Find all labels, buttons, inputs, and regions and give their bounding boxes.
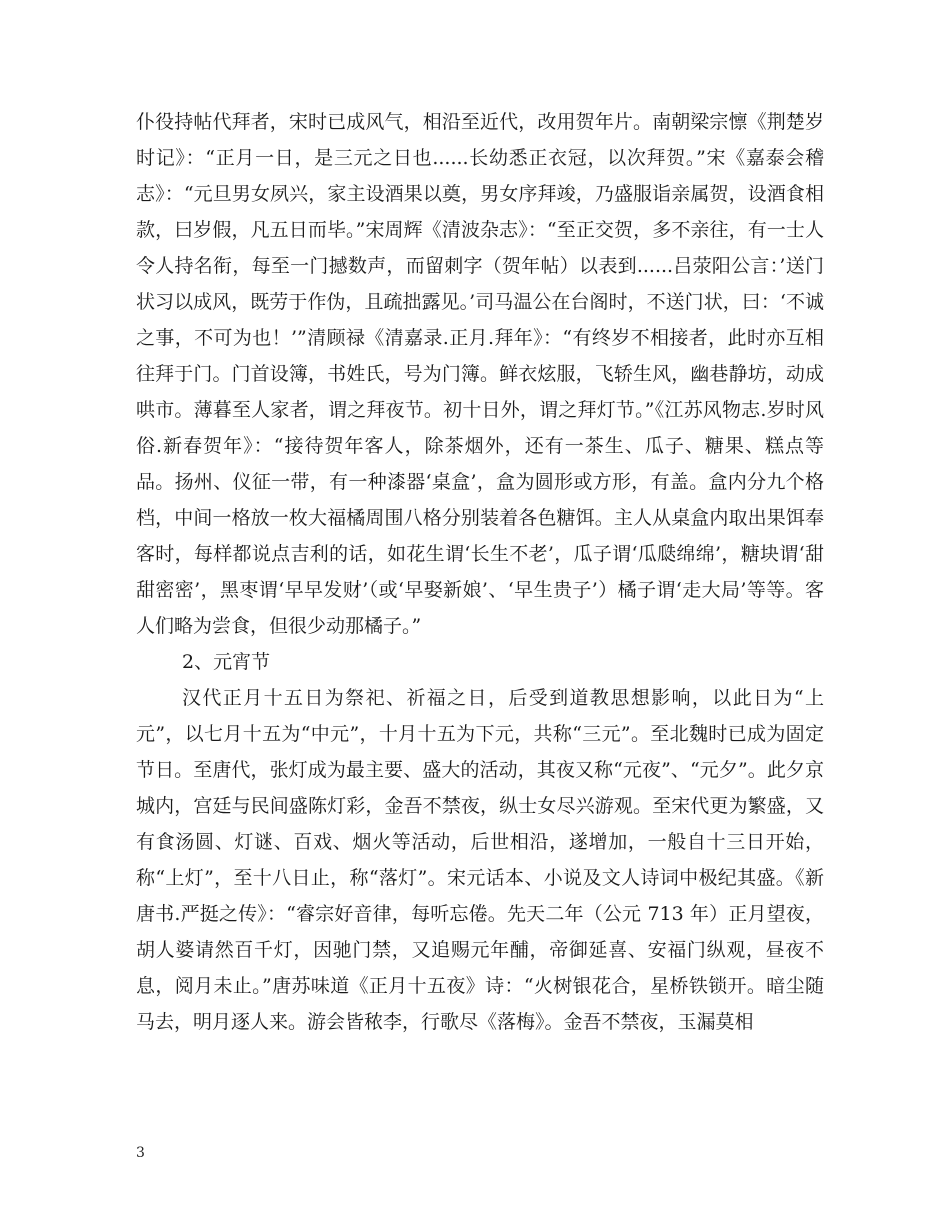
body-text bbox=[136, 104, 824, 1040]
page-number: 3 bbox=[136, 1145, 145, 1161]
paragraph-new-year-greetings: 仆役持帖代拜者，宋时已成风气，相沿至近代，改用贺年片。南朝梁宗懔《荆楚岁时记》：“正月一日，是三元之日也......长幼悉正衣冠，以次拜贺。”宋《嘉泰会稽志》：“元旦男女夙兴，家主设酒果以奠，男女序拜竣，乃盛服诣亲属贺，设酒食相款，曰岁假，凡五日而毕。”宋周辉《清波杂志》：“至正交贺，多不亲往，有一士人令人持名衔，每至一门撼数声，而留刺字（贺年帖）以表到......吕荥阳公言：’送门状习以成风，既劳于作伪，且疏拙露见。’司马温公在台阁时，不送门状，曰：‘不诚之事，不可为也！’”清顾禄《清嘉录.正月.拜年》：“有终岁不相接者，此时亦互相往拜于门。门首设簿，书姓氏，号为门簿。鲜衣炫服，飞轿生风，幽巷静坊，动成哄市。薄暮至人家者，谓之拜夜节。初十日外，谓之拜灯节。”《江苏风物志.岁时风俗.新春贺年》：“接待贺年客人，除茶烟外，还有一茶生、瓜子、糖果、糕点等品。扬州、仪征一带，有一种漆器‘桌盒’，盒为圆形或方形，有盖。盒内分九个格档，中间一格放一枚大福橘周围八格分别装着各色糖饵。主人从桌盒内取出果饵奉客时，每样都说点吉利的话，如花生谓‘长生不老’，瓜子谓‘瓜瓞绵绵’，糖块谓‘甜甜密密’，黑枣谓‘早早发财’（或‘早娶新娘’、‘早生贵子’）橘子谓‘走大局’等等。客人们略为尝食，但很少动那橘子。” bbox=[136, 111, 824, 637]
section-heading-lantern-festival: 2、元宵节 bbox=[182, 651, 271, 673]
paragraph-lantern-festival: 汉代正月十五日为祭祀、祈福之日，后受到道教思想影响，以此日为“上元”，以七月十五为“中元”，十月十五为下元，共称“三元”。至北魏时已成为固定节日。至唐代，张灯成为最主要、盛大的活动，其夜又称“元夜”、“元夕”。此夕京城内，宫廷与民间盛陈灯彩，金吾不禁夜，纵士女尽兴游观。至宋代更为繁盛，又有食汤圆、灯谜、百戏、烟火等活动，后世相沿，遂增加，一般自十三日开始，称“上灯”，至十八日止，称“落灯”。宋元话本、小说及文人诗词中极纪其盛。《新唐书.严挺之传》：“睿宗好音律，每听忘倦。先天二年（公元 713 年）正月望夜，胡人婆请然百千灯，因驰门禁，又追赐元年酺，帝御延喜、安福门纵观，昼夜不息，阅月未止。”唐苏味道《正月十五夜》诗：“火树银花合，星桥铁锁开。暗尘随马去，明月逐人来。游会皆秾李，行歌尽《落梅》。金吾不禁夜，玉漏莫相 bbox=[136, 687, 824, 1033]
